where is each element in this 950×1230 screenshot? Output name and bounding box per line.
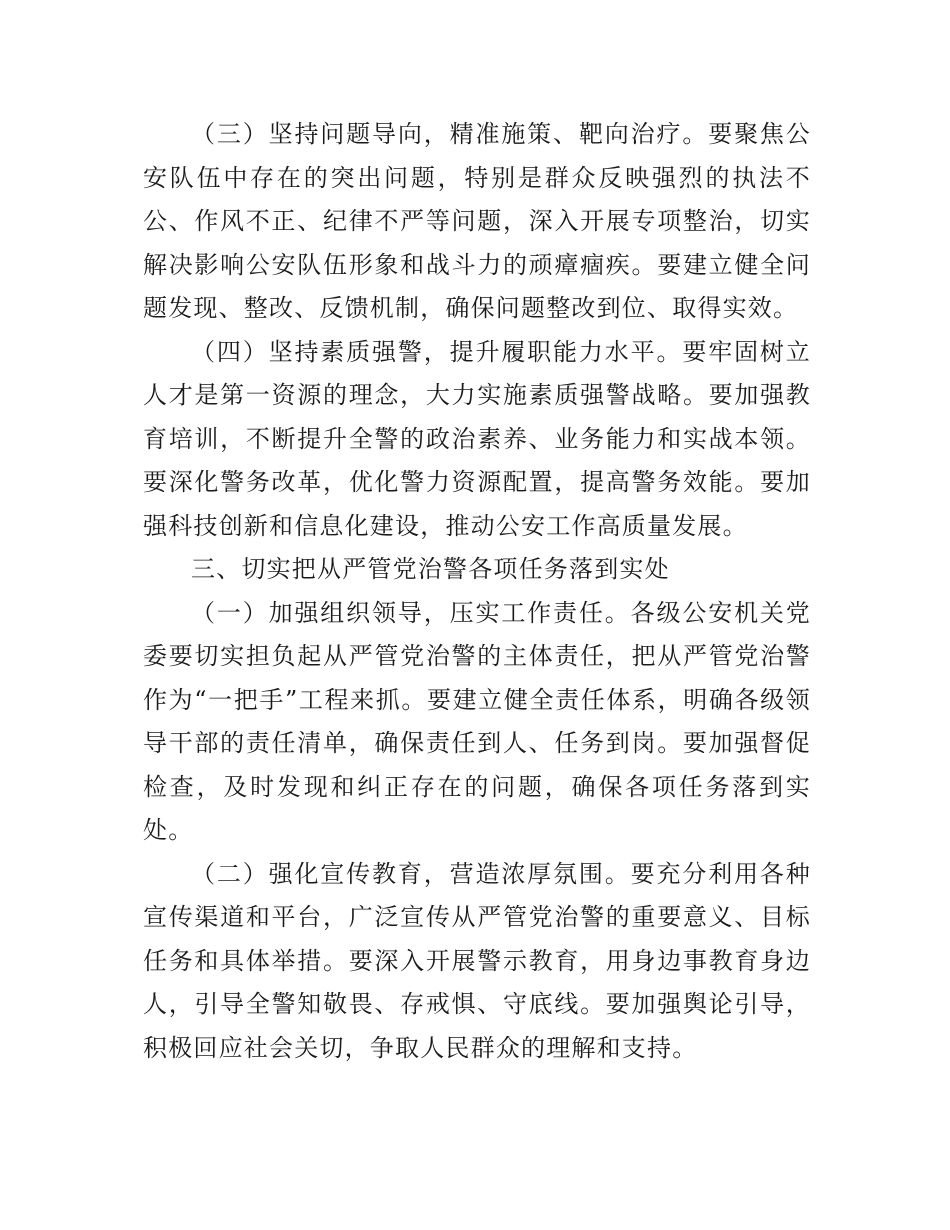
- section-heading-3: 三、切实把从严管党治警各项任务落到实处: [191, 555, 670, 583]
- paragraph-section-2-3: （三）坚持问题导向，精准施策、靶向治疗。要聚焦公安队伍中存在的突出问题，特别是群众反映强烈的执法不公、作风不正、纪律不严等问题，深入开展专项整治，切实解决影响公安队伍形象和战斗力的顽瘴痼疾。要建立健全问题发现、整改、反馈机制，确保问题整改到位、取得实效。: [143, 120, 811, 322]
- paragraph-section-3-1: （一）加强组织领导，压实工作责任。各级公安机关党委要切实担负起从严管党治警的主体责任，把从严管党治警作为“一把手”工程来抓。要建立健全责任体系，明确各级领导干部的责任清单，确保责任到人、任务到岗。要加强督促检查，及时发现和纠正存在的问题，确保各项任务落到实处。: [143, 598, 811, 844]
- document-body: [143, 113, 811, 1070]
- paragraph-section-2-4: （四）坚持素质强警，提升履职能力水平。要牢固树立人才是第一资源的理念，大力实施素质强警战略。要加强教育培训，不断提升全警的政治素养、业务能力和实战本领。要深化警务改革，优化警力资源配置，提高警务效能。要加强科技创新和信息化建设，推动公安工作高质量发展。: [143, 337, 811, 540]
- paragraph-section-3-2: （二）强化宣传教育，营造浓厚氛围。要充分利用各种宣传渠道和平台，广泛宣传从严管党治警的重要意义、目标任务和具体举措。要深入开展警示教育，用身边事教育身边人，引导全警知敬畏、存戒惧、守底线。要加强舆论引导，积极回应社会关切，争取人民群众的理解和支持。: [143, 859, 811, 1062]
